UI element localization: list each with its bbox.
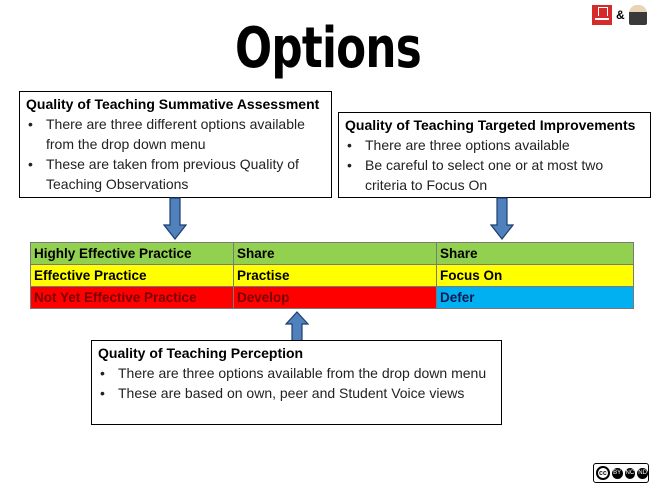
table-row — [31, 265, 634, 287]
by-icon: BY — [612, 468, 623, 479]
table-cell: Effective Practice — [31, 265, 234, 287]
targeted-bullet: • Be careful to select one or at most two criteria to Focus On — [345, 155, 644, 195]
summative-heading: Quality of Teaching Summative Assessment — [26, 96, 320, 112]
table-row — [31, 287, 634, 309]
table-cell: Share — [234, 243, 437, 265]
targeted-bullet: • There are three options available — [345, 135, 644, 155]
table-row — [31, 243, 634, 265]
options-table — [30, 242, 634, 309]
targeted-heading: Quality of Teaching Targeted Improvements — [345, 117, 636, 133]
table-cell: Focus On — [437, 265, 634, 287]
table-cell: Defer — [437, 287, 634, 309]
up-arrow-icon — [285, 311, 309, 343]
down-arrow-icon — [490, 197, 514, 241]
table-cell: Develop — [234, 287, 437, 309]
summative-assessment-box — [19, 91, 332, 198]
perception-heading: Quality of Teaching Perception — [98, 345, 304, 361]
logo-separator: & — [616, 8, 625, 22]
cc-icon: cc — [596, 466, 610, 480]
down-arrow-icon — [163, 197, 187, 241]
summative-bullet: • There are three different options available from the drop down menu — [26, 114, 325, 154]
summative-bullet: • These are taken from previous Quality of Teaching Observations — [26, 154, 325, 194]
table-cell: Highly Effective Practice — [31, 243, 234, 265]
page-title: Options — [235, 16, 421, 81]
nd-icon: ND — [637, 468, 648, 479]
author-photo-icon — [629, 5, 647, 25]
perception-box — [91, 340, 502, 425]
nc-icon: NC — [625, 468, 636, 479]
table-cell: Share — [437, 243, 634, 265]
perception-bullet: • There are three options available from the drop down menu — [98, 363, 495, 383]
table-cell: Not Yet Effective Practice — [31, 287, 234, 309]
perception-bullet: • These are based on own, peer and Student Voice views — [98, 383, 495, 403]
header-logos — [592, 5, 647, 25]
table-cell: Practise — [234, 265, 437, 287]
teacher-toolkit-logo-icon — [592, 5, 612, 25]
targeted-improvements-box — [338, 112, 651, 198]
cc-license-badge — [593, 463, 649, 483]
